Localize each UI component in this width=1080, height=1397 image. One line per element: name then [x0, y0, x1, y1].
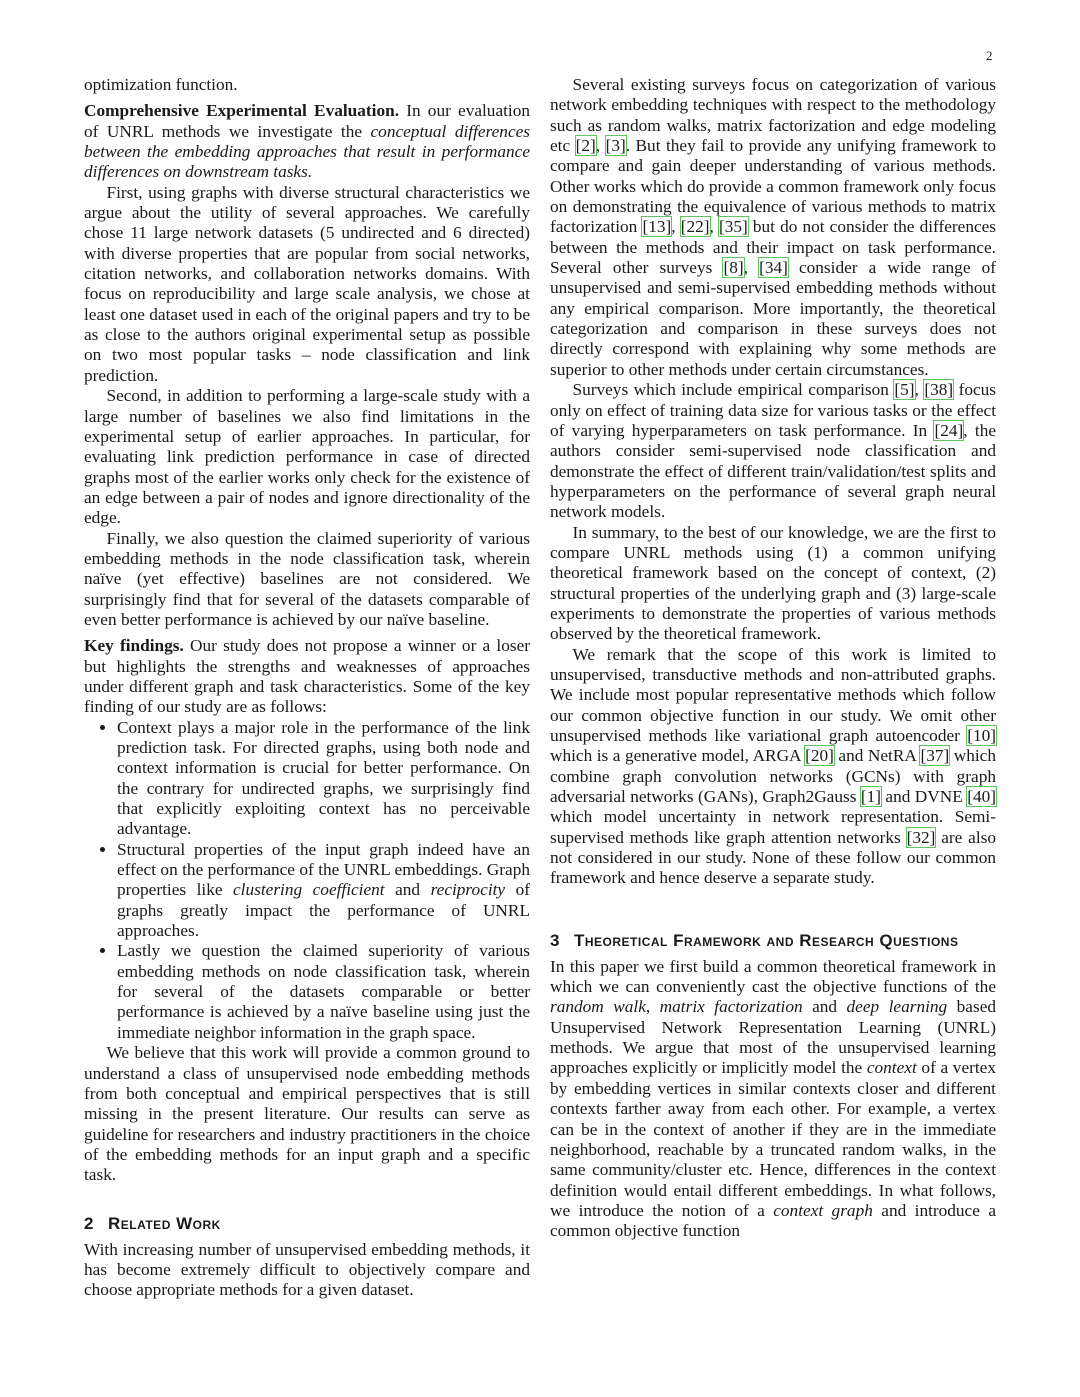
right-column	[550, 75, 996, 1242]
section-title: Related Work	[107, 1213, 221, 1233]
text-run: and	[802, 997, 847, 1017]
text-run: of graphs greatly impact the performance of UNRL approaches.	[117, 880, 531, 941]
key-findings-list	[84, 718, 530, 1044]
text-run: Lastly we question the claimed superiority of various embedding methods on node classification task, wherein for several of the datasets comparable or better performance is achieved by a naïve baseline using just the immediate neighbor information in the graph space.	[117, 941, 530, 1042]
paragraph	[84, 183, 530, 386]
text-run: ,	[671, 217, 681, 237]
text-run: are also not considered in our study. None of these follow our common framework and hence deserve a separate study.	[550, 827, 996, 888]
section-number: 2	[84, 1213, 94, 1233]
text-run: and NetRA	[833, 746, 921, 766]
citation-link[interactable]: [37]	[920, 746, 950, 766]
text-run: which model uncertainty in network representation. Semi-supervised methods like graph attention networks	[550, 807, 996, 847]
text-run: of a vertex by embedding vertices in similar contexts closer and different contexts farther away from each other. For example, a vertex can be in the context of another if they are in the immediate neighborhood, reachable by a truncated random walks, in the same community/cluster etc. Hence, differences in the context definition would entail different embeddings. In what follows, we introduce the notion of a	[550, 1058, 996, 1220]
emphasis-text: reciprocity	[430, 880, 506, 900]
text-run: Finally, we also question the claimed superiority of various embedding methods in the node classification task, wherein naïve (yet effective) baselines are not considered. We surprisingly find that for several of the datasets comparable of even better performance is achieved by our naïve baseline.	[84, 528, 530, 629]
citation-link[interactable]: [5]	[894, 380, 915, 400]
citation-link[interactable]: [34]	[759, 258, 788, 278]
text-run: In this paper we first build a common theoretical framework in which we can conveniently cast the objective functions of the	[550, 956, 996, 997]
paragraph	[550, 957, 996, 1242]
citation-link[interactable]: [2]	[575, 136, 596, 156]
emphasis-text: clustering coefficient	[233, 880, 385, 900]
section-number: 3	[550, 930, 560, 950]
emphasis-text: conceptual differences between the embedding approaches that result in performance differences on downstream tasks.	[84, 121, 531, 182]
citation-link[interactable]: [20]	[805, 746, 834, 766]
paragraph	[84, 1043, 530, 1185]
text-run: We believe that this work will provide a common ground to understand a class of unsupervised node embedding methods from both conceptual and empirical perspectives that is still missing in the present literature. Our results can serve as guideline for researchers and industry practitioners in the choice of the embedding methods for an input graph and a specific task.	[84, 1043, 530, 1185]
paragraph	[550, 75, 996, 380]
list-item	[117, 941, 530, 1043]
paragraph	[84, 101, 530, 182]
citation-link[interactable]: [8]	[723, 258, 744, 278]
text-run: which is a generative model, ARGA	[550, 746, 806, 766]
text-run: Surveys which include empirical comparison	[572, 380, 895, 400]
text-run: which combine graph convolution networks (GCNs) with graph adversarial networks (GANs), Graph2Gauss	[550, 746, 996, 807]
text-run: ,	[743, 258, 760, 278]
text-run: ,	[914, 380, 925, 400]
left-column	[84, 75, 530, 1301]
paragraph	[550, 523, 996, 645]
emphasis-text: context graph	[773, 1200, 873, 1220]
text-run: Context plays a major role in the performance of the link prediction task. For directed graphs, using both node and context information is crucial for better performance. On the contrary for undirected graphs, we surprisingly find that explicitly exploiting context has no perceivable advantage.	[117, 717, 530, 839]
related-work-paragraphs	[550, 75, 996, 889]
text-run: and introduce a common objective function	[550, 1200, 996, 1241]
section-title: Theoretical Framework and Research Questions	[573, 930, 959, 950]
text-run: First, using graphs with diverse structural characteristics we argue about the utility of several approaches. We carefully chose 11 large network datasets (5 undirected and 6 directed) with diverse properties that are popular from social networks, citation networks, and collaboration networks domains. With focus on reproducibility and large scale analysis, we chose at least one dataset used in each of the original papers and try to be as close to the authors original experimental setup as possible on two most popular tasks – node classification and link prediction.	[84, 182, 530, 385]
text-run: We remark that the scope of this work is limited to unsupervised, transductive methods and non-attributed graphs. We include most popular representative methods which follow our common objective function in our study. We omit other unsupervised methods like variational graph autoencoder	[550, 644, 996, 745]
list-item	[117, 840, 530, 942]
section-heading-theoretical-framework	[550, 929, 996, 953]
text-run: Several existing surveys focus on categorization of various network embedding techniques with respect to the methodology such as random walks, matrix factorization and edge modeling etc	[550, 75, 996, 156]
paragraph	[84, 386, 530, 528]
intro-paragraphs	[84, 75, 530, 718]
citation-link[interactable]: [24]	[934, 420, 964, 440]
citation-link[interactable]: [35]	[718, 217, 748, 237]
text-run: based Unsupervised Network Representation Learning (UNRL) methods. We argue that most of the unsupervised learning approaches explicitly or implicitly model the	[550, 997, 997, 1078]
citation-link[interactable]: [38]	[924, 380, 954, 400]
citation-link[interactable]: [1]	[860, 787, 882, 807]
text-run: consider a wide range of unsupervised and semi-supervised embedding methods without any empirical comparison. More importantly, the theoretical categorization and comparison in these surveys does not directly correspond with explaining why some methods are superior to other methods under certain circumstances.	[550, 258, 996, 379]
text-run: optimization function.	[84, 75, 238, 94]
list-item	[117, 718, 530, 840]
text-run: Our study does not propose a winner or a loser but highlights the strengths and weaknesses of approaches under different graph and task characteristics. Some of the key finding of our study are as follows:	[84, 636, 530, 717]
citation-link[interactable]: [13]	[642, 217, 672, 237]
text-run: In our evaluation of UNRL methods we investigate the	[84, 101, 531, 141]
citation-link[interactable]: [22]	[680, 217, 710, 237]
section-heading-related-work	[84, 1212, 530, 1236]
related-work-paragraph	[84, 1240, 530, 1301]
paragraph	[84, 529, 530, 631]
emphasis-text: deep learning	[846, 997, 948, 1017]
conclusion-paragraph	[84, 1043, 530, 1185]
text-run: and	[384, 880, 431, 900]
text-run: . But they fail to provide any unifying framework to compare and gain deeper understanding of various methods. Other works which do provide a common framework only focus on demonstrating the equivalence of various methods to matrix factorization	[550, 136, 997, 237]
text-run: Structural properties of the input graph indeed have an effect on the performance of the UNRL embeddings. Graph properties like	[117, 839, 530, 900]
paragraph	[84, 75, 530, 95]
text-run: ,	[709, 217, 719, 237]
emphasis-text: context	[866, 1058, 917, 1078]
text-run: focus only on effect of training data size for various tasks or the effect of varying hyperparameters on task performance. In	[550, 380, 997, 440]
page-number: 2	[986, 48, 993, 63]
paragraph	[84, 636, 530, 717]
citation-link[interactable]: [40]	[967, 787, 996, 807]
bold-run-in: Key findings.	[84, 636, 184, 656]
citation-link[interactable]: [10]	[967, 726, 996, 745]
paragraph	[550, 380, 996, 522]
text-run: With increasing number of unsupervised embedding methods, it has become extremely difficult to objectively compare and choose appropriate methods for a given dataset.	[84, 1239, 530, 1300]
bold-run-in: Comprehensive Experimental Evaluation.	[84, 101, 400, 121]
emphasis-text: random walk, matrix factorization	[550, 997, 803, 1017]
citation-link[interactable]: [3]	[605, 136, 626, 156]
text-run: , the authors consider semi-supervised node classification and demonstrate the effect of different train/validation/test splits and hyperparameters on the performance of several graph neural network models.	[550, 420, 996, 522]
citation-link[interactable]: [32]	[906, 827, 936, 847]
text-run: ,	[595, 136, 606, 156]
text-run: Second, in addition to performing a large-scale study with a large number of baselines we also find limitations in the experimental setup of earlier approaches. In particular, for evaluating link prediction performance in case of directed graphs most of the earlier works only check for the existence of an edge between a pair of nodes and ignore directionality of the edge.	[84, 386, 530, 528]
text-run: and DVNE	[881, 787, 968, 807]
text-run: but do not consider the differences between the methods and their impact on task performance. Several other surveys	[550, 217, 997, 278]
paragraph	[550, 645, 996, 889]
framework-paragraph	[550, 957, 996, 1242]
text-run: In summary, to the best of our knowledge, we are the first to compare UNRL methods using (1) a common unifying theoretical framework based on the concept of context, (2) structural properties of the underlying graph and (3) large-scale experiments to demonstrate the properties of various methods observed by the theoretical framework.	[550, 522, 996, 644]
paragraph	[84, 1240, 530, 1301]
